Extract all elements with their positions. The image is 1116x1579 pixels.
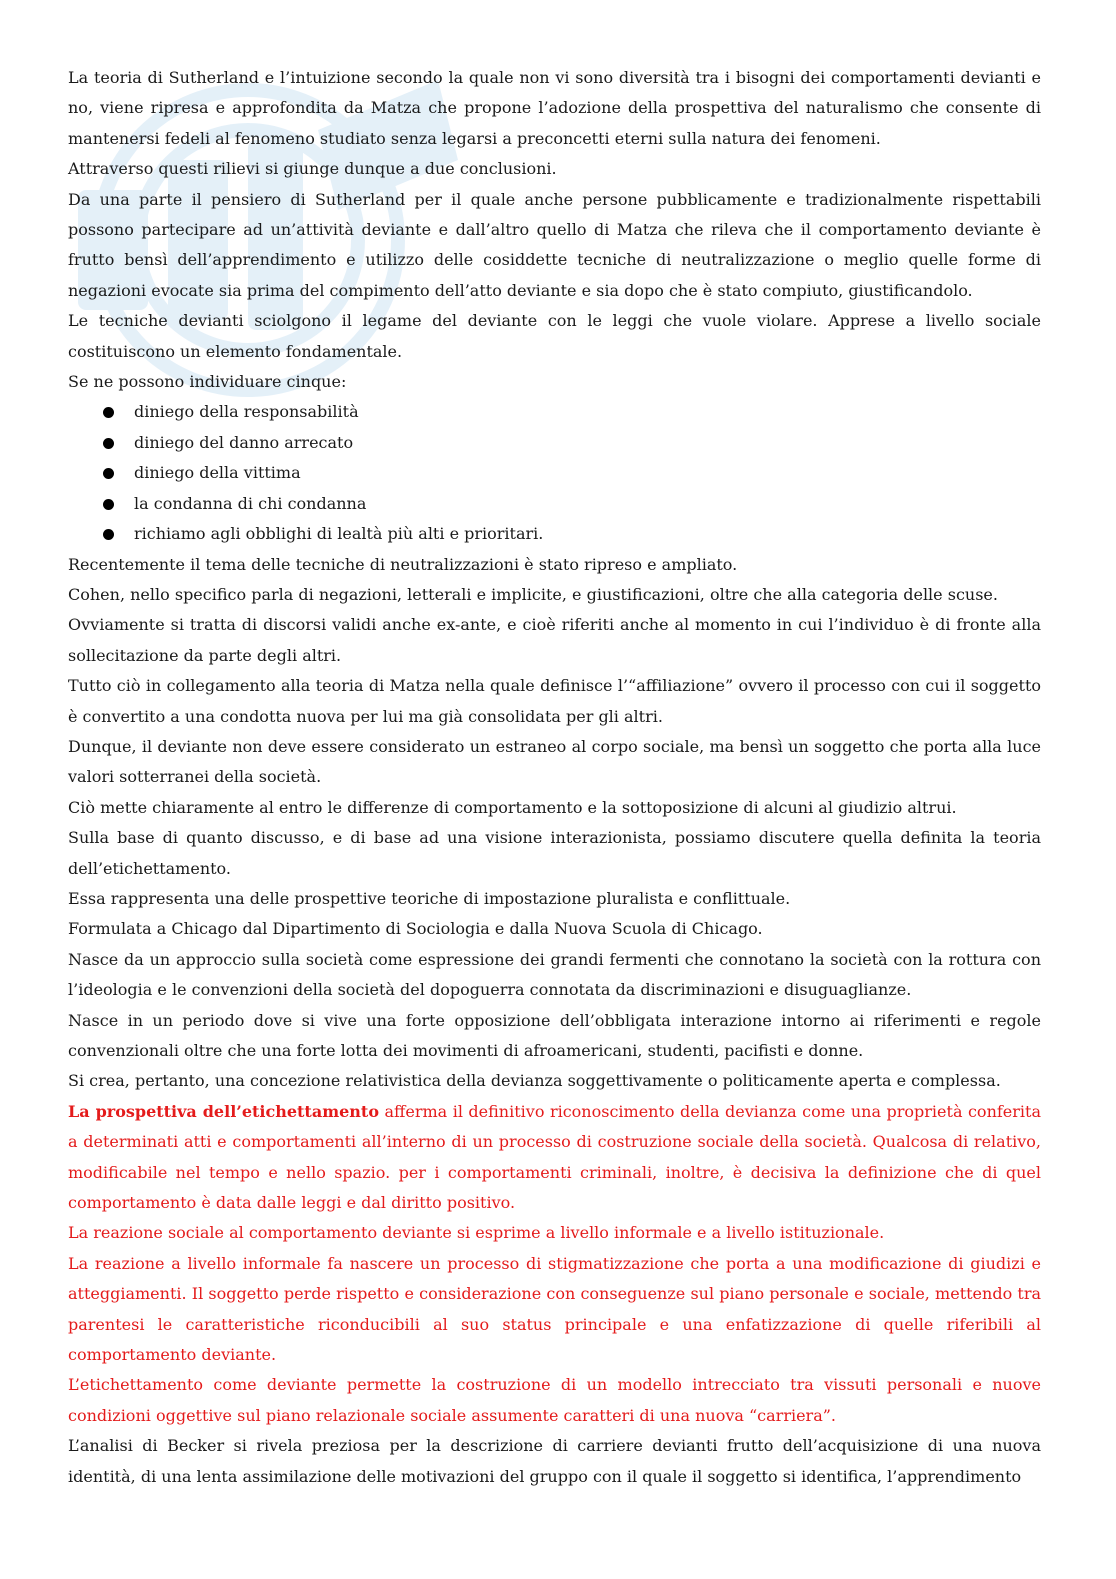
- paragraph: Si crea, pertanto, una concezione relativistica della devianza soggettivamente o politicamente aperta e complessa.: [68, 1071, 1001, 1091]
- paragraph: Nasce da un approccio sulla società come espressione dei grandi fermenti che connotano la società con la rottura con l’ideologia e le convenzioni della società del dopoguerra connotata da discriminazioni e disuguaglianze.: [68, 949, 1041, 1000]
- paragraph: Nasce in un periodo dove si vive una forte opposizione dell’obbligata interazione intorno ai riferimenti e regole convenzionali oltre che una forte lotta dei movimenti di afroamericani, studenti, pacifisti e donne.: [68, 1010, 1041, 1060]
- paragraph: Se ne possono individuare cinque:: [68, 372, 347, 392]
- paragraph: Cohen, nello specifico parla di negazioni, letterali e implicite, e giustificazioni, oltre che alla categoria delle scuse.: [68, 584, 998, 604]
- document-body: [68, 63, 1041, 1492]
- highlight-lead-text: afferma il definitivo riconoscimento della devianza come una proprietà conferita a determinati atti e comportamenti all’interno di un processo di costruzione sociale della società. Qualcosa di relativo, modificabile nel tempo e nello spazio. per i comportamenti criminali, inoltre, è decisiva la definizione che di quel comportamento è data dalle leggi e dal diritto positivo.: [68, 1101, 1041, 1213]
- highlight-paragraph: L’etichettamento come deviante permette la costruzione di un modello intrecciato tra vissuti personali e nuove condizioni oggettive sul piano relazionale sociale assumente caratteri di una nuova “carriera”.: [68, 1375, 1041, 1425]
- list-item: [68, 428, 1041, 458]
- paragraph: Da una parte il pensiero di Sutherland per il quale anche persone pubblicamente e tradizionalmente rispettabili possono partecipare ad un’attività deviante e dall’altro quello di Matza che rileva che il comportamento deviante è frutto bensì dell’apprendimento e utilizzo delle cosiddette tecniche di neutralizzazione o meglio quelle forme di negazioni evocate sia prima del compimento dell’atto deviante e sia dopo che è stato compiuto, giustificandolo.: [68, 189, 1041, 300]
- highlight-paragraph: La reazione sociale al comportamento deviante si esprime a livello informale e a livello istituzionale.: [68, 1223, 885, 1243]
- highlight-lead-bold: La prospettiva dell’etichettamento: [68, 1101, 379, 1121]
- paragraph: Attraverso questi rilievi si giunge dunque a due conclusioni.: [68, 159, 557, 179]
- list-item-text: la condanna di chi condanna: [134, 493, 367, 513]
- list-item-text: diniego della responsabilità: [134, 402, 359, 422]
- bullet-icon: [103, 499, 114, 510]
- paragraph: Formulata a Chicago dal Dipartimento di Sociologia e dalla Nuova Scuola di Chicago.: [68, 919, 763, 939]
- highlight-paragraph: La reazione a livello informale fa nascere un processo di stigmatizzazione che porta a una modificazione di giudizi e atteggiamenti. Il soggetto perde rispetto e considerazione con conseguenze sul piano personale e sociale, mettendo tra parentesi le caratteristiche riconducibili al suo status principale e una enfatizzazione di quelle riferibili al comportamento deviante.: [68, 1253, 1041, 1365]
- paragraph: Tutto ciò in collegamento alla teoria di Matza nella quale definisce l’“affiliazione” ovvero il processo con cui il soggetto è convertito a una condotta nuova per lui ma già consolidata per gli altri.: [68, 676, 1041, 726]
- bullet-icon: [103, 468, 114, 479]
- highlight-lead-paragraph: [68, 1097, 1041, 1219]
- paragraph: Ciò mette chiaramente al entro le differenze di comportamento e la sottoposizione di alcuni al giudizio altrui.: [68, 797, 957, 817]
- bullet-icon: [103, 529, 114, 540]
- list-item-text: diniego del danno arrecato: [134, 432, 354, 452]
- paragraph: Recentemente il tema delle tecniche di neutralizzazioni è stato ripreso e ampliato.: [68, 554, 738, 574]
- list-item-text: richiamo agli obblighi di lealtà più alti e prioritari.: [134, 524, 544, 544]
- middle-paragraphs: [68, 550, 1041, 1097]
- highlighted-section: [68, 1097, 1041, 1431]
- intro-paragraphs: [68, 63, 1041, 397]
- paragraph: Dunque, il deviante non deve essere considerato un estraneo al corpo sociale, ma bensì un soggetto che porta alla luce valori sotterranei della società.: [68, 736, 1041, 787]
- list-item: [68, 489, 1041, 519]
- paragraph: La teoria di Sutherland e l’intuizione secondo la quale non vi sono diversità tra i bisogni dei comportamenti devianti e no, viene ripresa e approfondita da Matza che propone l’adozione della prospettiva del naturalismo che consente di mantenersi fedeli al fenomeno studiato senza legarsi a preconcetti eterni sulla natura dei fenomeni.: [68, 68, 1041, 148]
- final-paragraph: L’analisi di Becker si rivela preziosa per la descrizione di carriere devianti frutto dell’acquisizione di una nuova identità, di una lenta assimilazione delle motivazioni del gruppo con il quale il soggetto si identifica, l’apprendimento: [68, 1436, 1041, 1486]
- list-item: [68, 397, 1041, 427]
- neutralization-techniques-list: [68, 397, 1041, 549]
- paragraph: Le tecniche devianti sciolgono il legame del deviante con le leggi che vuole violare. Apprese a livello sociale costituiscono un elemento fondamentale.: [68, 311, 1041, 361]
- paragraph: Essa rappresenta una delle prospettive teoriche di impostazione pluralista e conflittuale.: [68, 888, 791, 908]
- bullet-icon: [103, 438, 114, 449]
- list-item: [68, 519, 1041, 549]
- paragraph: Sulla base di quanto discusso, e di base ad una visione interazionista, possiamo discutere quella definita la teoria dell’etichettamento.: [68, 828, 1041, 878]
- list-item: [68, 458, 1041, 488]
- paragraph: Ovviamente si tratta di discorsi validi anche ex-ante, e cioè riferiti anche al momento in cui l’individuo è di fronte alla sollecitazione da parte degli altri.: [68, 615, 1041, 665]
- list-item-text: diniego della vittima: [134, 463, 301, 483]
- bullet-icon: [103, 407, 114, 418]
